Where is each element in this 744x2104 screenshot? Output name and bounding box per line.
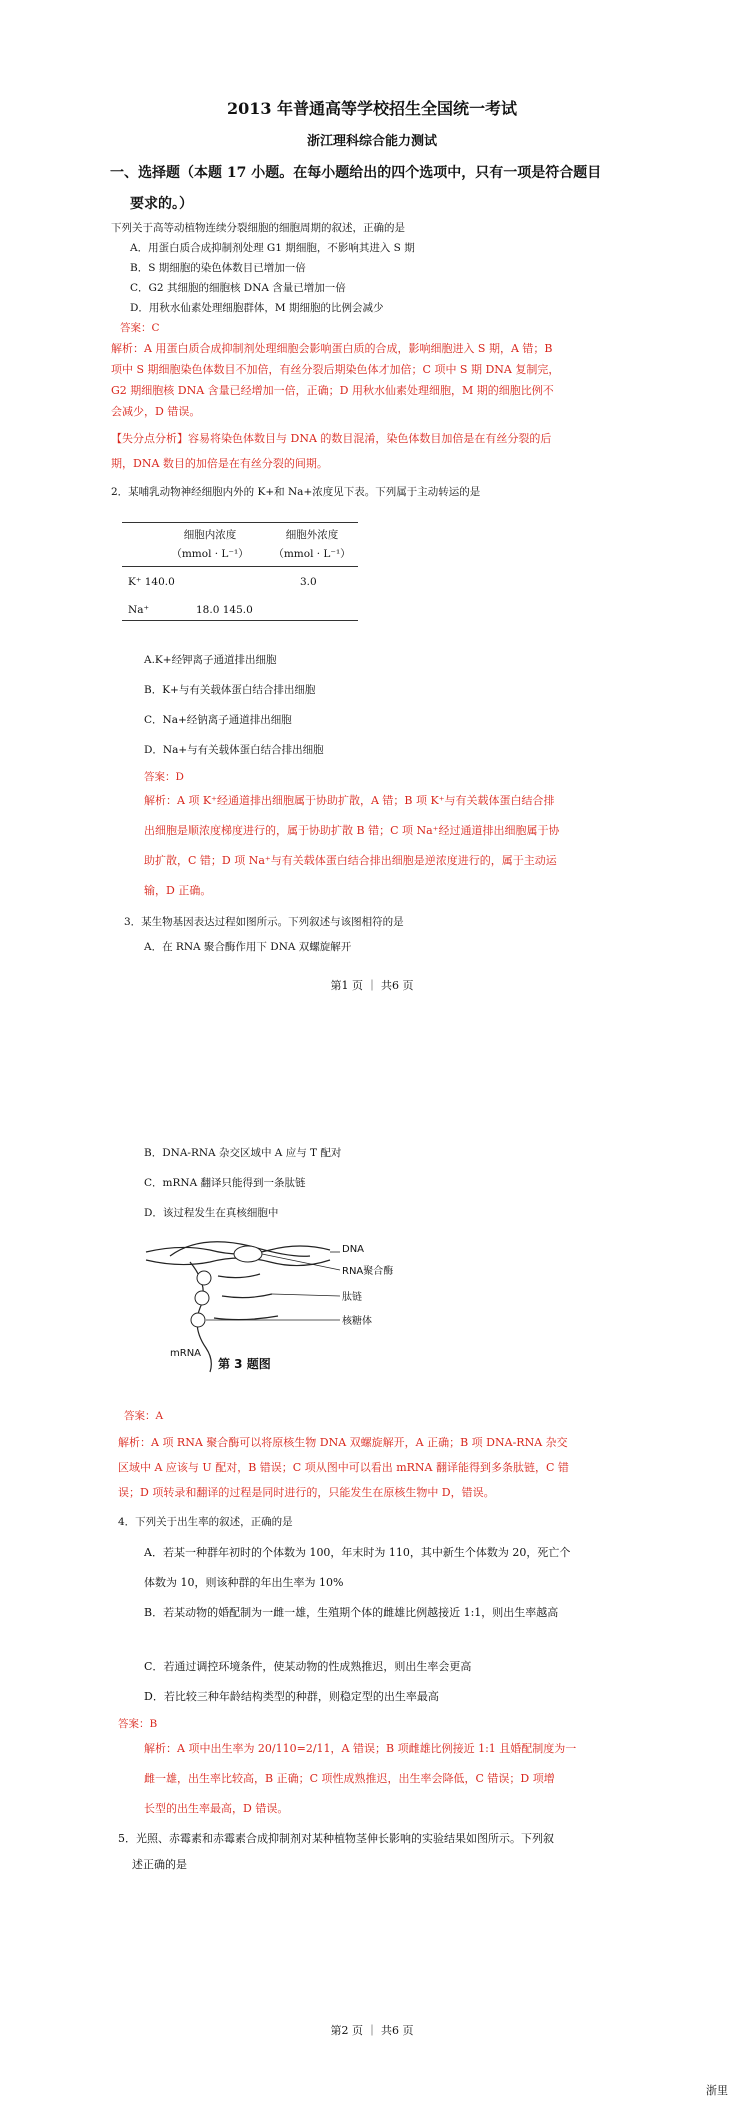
q3-option-c: C．mRNA 翻译只能得到一条肽链 [144,1177,306,1189]
q4-analysis-3: 长型的出生率最高，D 错误。 [144,1802,289,1815]
q4-stem: 4．下列关于出生率的叙述，正确的是 [118,1516,293,1528]
q1-option-b: B．S 期细胞的染色体数目已增加一倍 [130,262,306,274]
table-row-k-value: 3.0 [300,576,317,588]
q3-option-d: D．该过程发生在真核细胞中 [144,1207,279,1219]
q2-answer: 答案：D [144,771,184,783]
q1-analysis-3: G2 期细胞核 DNA 含量已经增加一倍，正确；D 用秋水仙素处理细胞，M 期的细胞比例不 [111,384,554,397]
q2-option-c: C．Na+经钠离子通道排出细胞 [144,714,292,726]
table-header-inside: 细胞内浓度 [183,529,237,541]
table-mid-rule [122,566,358,567]
table-top-rule [122,522,358,523]
exam-title: 2013 年普通高等学校招生全国统一考试 [226,99,518,118]
ribosome-1 [197,1271,211,1285]
label-rna-polymerase: RNA聚合酶 [342,1266,394,1277]
q4-analysis-1: 解析：A 项中出生率为 20/110=2/11，A 错误；B 项雌雄比例接近 1:1 且婚配制度为一 [144,1742,577,1755]
corner-mark: 浙里 [706,2084,728,2097]
table-row-na-values: 18.0 145.0 [196,604,253,616]
q3-analysis-1: 解析：A 项 RNA 聚合酶可以将原核生物 DNA 双螺旋解开，A 正确；B 项 DNA-RNA 杂交 [118,1436,568,1449]
q4-option-a-2: 体数为 10，则该种群的年出生率为 10% [144,1576,344,1589]
q2-analysis-2: 出细胞是顺浓度梯度进行的，属于协助扩散 B 错；C 项 Na⁺经过通道排出细胞属于协 [144,824,560,837]
q4-option-c: C．若通过调控环境条件，使某动物的性成熟推迟，则出生率会更高 [144,1660,472,1673]
q2-analysis-1: 解析：A 项 K⁺经通道排出细胞属于协助扩散，A 错；B 项 K⁺与有关载体蛋白结合排 [144,794,555,807]
q1-option-c: C．G2 其细胞的细胞核 DNA 含量已增加一倍 [130,282,346,294]
q3-answer: 答案：A [124,1410,164,1422]
q4-answer: 答案：B [118,1718,158,1730]
figure-caption: 第 3 题图 [218,1357,271,1371]
q4-option-b: B．若某动物的婚配制为一雌一雄，生殖期个体的雌雄比例越接近 1:1，则出生率越高 [144,1606,559,1619]
peptide-chain-3 [214,1316,278,1320]
rna-polymerase-shape [234,1246,262,1262]
q1-lost-points-1: 【失分点分析】容易将染色体数目与 DNA 的数目混淆，染色体数目加倍是在有丝分裂的后 [111,432,552,445]
q4-option-a-1: A．若某一种群年初时的个体数为 100，年末时为 110，其中新生个体数为 20，死亡个 [144,1546,571,1559]
ribosome-3 [191,1313,205,1327]
q2-analysis-4: 输，D 正确。 [144,884,212,897]
exam-subtitle: 浙江理科综合能力测试 [306,134,437,149]
q2-analysis-3: 助扩散，C 错；D 项 Na⁺与有关载体蛋白结合排出细胞是逆浓度进行的，属于主动运 [144,854,557,867]
q1-analysis-4: 会减少，D 错误。 [111,405,201,418]
peptide-chain-1 [218,1274,260,1278]
q1-analysis-2: 项中 S 期细胞染色体数目不加倍，有丝分裂后期染色体才加倍；C 项中 S 期 DNA 复制完， [111,363,560,376]
table-unit-inside: （mmol · L⁻¹） [171,548,249,560]
ribosome-2 [195,1291,209,1305]
q3-stem: 3．某生物基因表达过程如图所示。下列叙述与该图相符的是 [124,916,404,928]
table-row-k: K⁺ 140.0 [128,576,175,588]
page-footer-1: 第1 页 ｜ 共6 页 [330,979,414,992]
label-ribosome: 核糖体 [342,1316,372,1327]
table-header-outside: 细胞外浓度 [285,529,339,541]
q1-analysis-1: 解析：A 用蛋白质合成抑制剂处理细胞会影响蛋白质的合成，影响细胞进入 S 期，A 错；B [111,342,553,355]
q1-option-a: A．用蛋白质合成抑制剂处理 G1 期细胞，不影响其进入 S 期 [130,242,415,254]
q4-analysis-2: 雌一雄，出生率比较高，B 正确；C 项性成熟推迟，出生率会降低，C 错误；D 项增 [144,1772,555,1785]
q3-option-b: B．DNA-RNA 杂交区域中 A 应与 T 配对 [144,1147,342,1159]
page-footer-2: 第2 页 ｜ 共6 页 [330,2024,414,2037]
peptide-chain-2 [222,1294,272,1298]
label-peptide: 肽链 [342,1292,362,1303]
q3-analysis-2: 区域中 A 应该与 U 配对，B 错误；C 项从图中可以看出 mRNA 翻译能得到多条肽链，C 错 [118,1461,569,1474]
q3-analysis-3: 误；D 项转录和翻译的过程是同时进行的，只能发生在原核生物中 D，错误。 [118,1486,495,1499]
table-row-na: Na⁺ [128,604,149,616]
q1-lost-points-2: 期，DNA 数目的加倍是在有丝分裂的间期。 [111,457,328,470]
q1-option-d: D．用秋水仙素处理细胞群体，M 期细胞的比例会减少 [130,302,384,314]
q4-option-d: D．若比较三种年龄结构类型的种群，则稳定型的出生率最高 [144,1690,439,1703]
label-dna: DNA [342,1244,365,1255]
q2-option-d: D．Na+与有关载体蛋白结合排出细胞 [144,744,324,756]
q2-stem: 2．某哺乳动物神经细胞内外的 K+和 Na+浓度见下表。下列属于主动转运的是 [111,486,481,498]
label-mrna: mRNA [170,1348,202,1359]
table-bottom-rule [122,620,358,621]
q2-option-a: A.K+经钾离子通道排出细胞 [144,654,277,666]
q1-answer: 答案：C [120,322,160,334]
q5-stem-2: 述正确的是 [132,1858,187,1871]
q2-option-b: B．K+与有关载体蛋白结合排出细胞 [144,684,316,696]
q5-stem-1: 5．光照、赤霉素和赤霉素合成抑制剂对某种植物茎伸长影响的实验结果如图所示。下列叙 [118,1832,554,1845]
table-unit-outside: （mmol · L⁻¹） [273,548,351,560]
q1-stem: 下列关于高等动植物连续分裂细胞的细胞周期的叙述，正确的是 [111,222,405,234]
q3-option-a: A．在 RNA 聚合酶作用下 DNA 双螺旋解开 [144,941,352,953]
section-heading-cont: 要求的。） [130,196,193,212]
section-heading: 一、选择题（本题 17 小题。在每小题给出的四个选项中，只有一项是符合题目 [110,165,602,181]
